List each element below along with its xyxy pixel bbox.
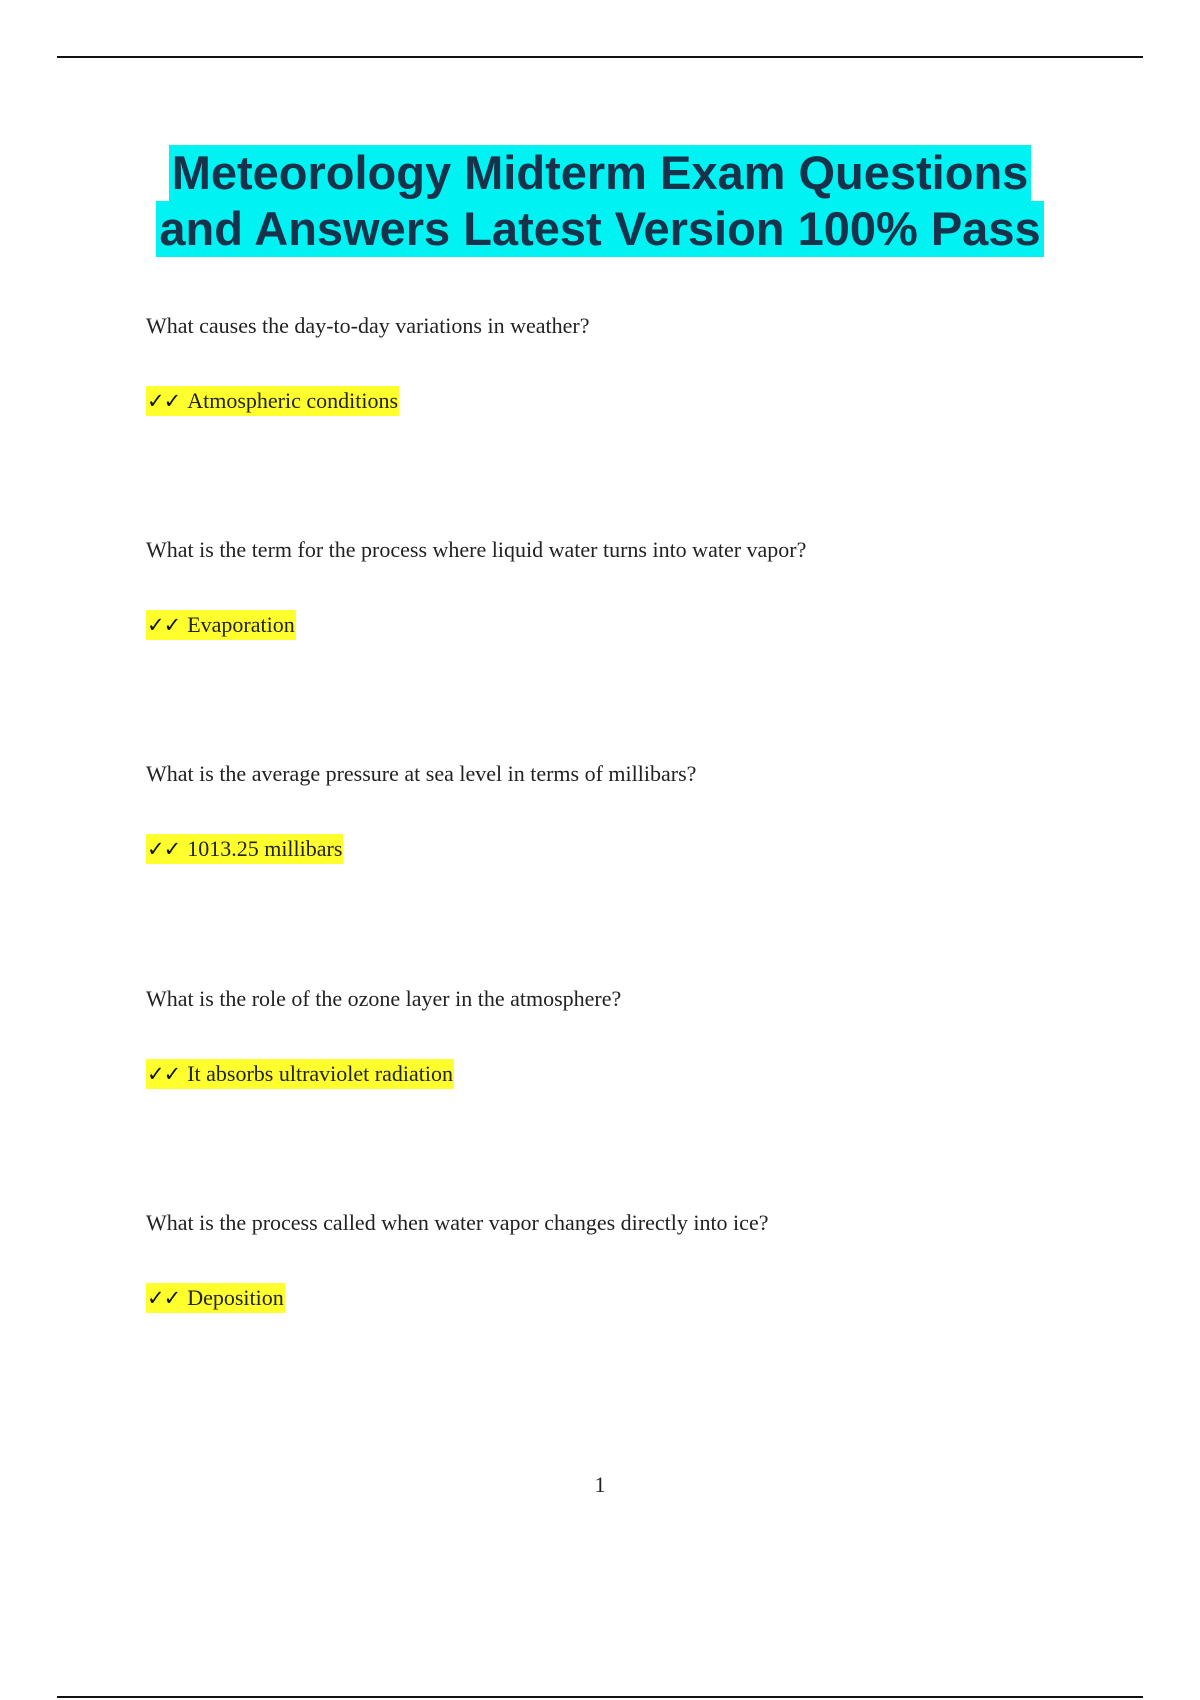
question-text: What is the average pressure at sea level in terms of millibars? (146, 761, 697, 786)
answer-highlight (146, 1059, 454, 1089)
answer-text: Evaporation (187, 612, 295, 637)
answer-highlight (146, 386, 399, 416)
double-check-icon: ✓✓ (147, 837, 181, 861)
title-line-1: Meteorology Midterm Exam Questions (169, 145, 1032, 201)
question-text: What is the role of the ozone layer in the atmosphere? (146, 986, 622, 1011)
top-rule (57, 56, 1143, 58)
double-check-icon: ✓✓ (147, 1062, 181, 1086)
answer-highlight (146, 610, 296, 640)
answer-text: 1013.25 millibars (187, 836, 343, 861)
qa-item-4 (146, 985, 1106, 1086)
answer-text: Atmospheric conditions (187, 388, 399, 413)
qa-item-3 (146, 760, 1106, 861)
answer-highlight (146, 834, 343, 864)
answer-text: It absorbs ultraviolet radiation (187, 1061, 453, 1086)
qa-item-1 (146, 312, 1106, 413)
question-text: What is the term for the process where liquid water turns into water vapor? (146, 537, 807, 562)
double-check-icon: ✓✓ (147, 613, 181, 637)
answer-highlight (146, 1283, 285, 1313)
double-check-icon: ✓✓ (147, 389, 181, 413)
title-line-2: and Answers Latest Version 100% Pass (156, 201, 1043, 257)
question-text: What causes the day-to-day variations in weather? (146, 313, 590, 338)
qa-item-2 (146, 536, 1106, 637)
document-title (0, 145, 1200, 257)
bottom-rule (57, 1696, 1143, 1698)
question-text: What is the process called when water vapor changes directly into ice? (146, 1210, 769, 1235)
page-number: 1 (594, 1472, 606, 1497)
qa-item-5 (146, 1209, 1106, 1310)
double-check-icon: ✓✓ (147, 1286, 181, 1310)
answer-text: Deposition (187, 1285, 284, 1310)
